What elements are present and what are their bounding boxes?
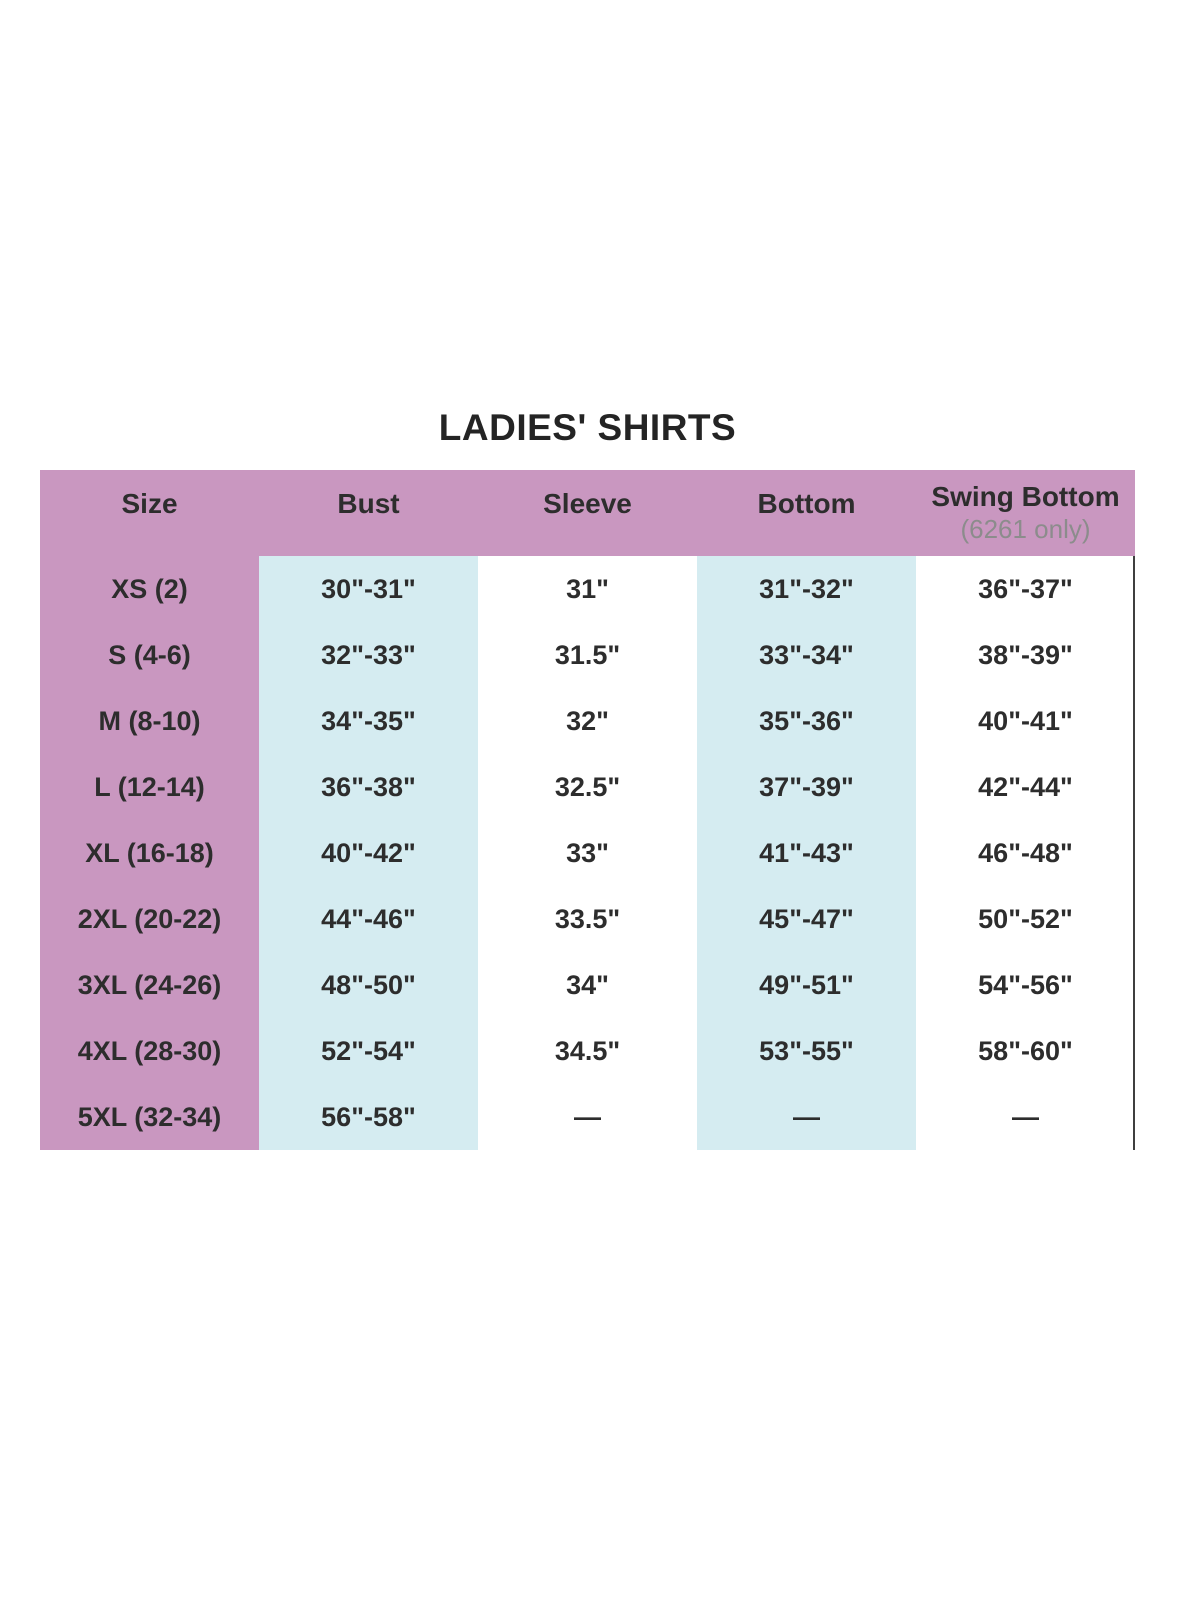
column-header-swing-bottom (916, 470, 1135, 556)
bottom-cell: 41"-43" (697, 820, 916, 886)
size-cell: M (8-10) (40, 688, 259, 754)
column-header-size: Size (121, 488, 178, 519)
size-cell: S (4-6) (40, 622, 259, 688)
column-header-bust: Bust (337, 488, 400, 519)
sleeve-cell: 32.5" (554, 771, 621, 802)
bottom-cell: 45"-47" (697, 886, 916, 952)
sleeve-cell: 33.5" (554, 903, 621, 934)
table-row (40, 688, 1135, 754)
bottom-cell: 49"-51" (697, 952, 916, 1018)
bust-cell: 34"-35" (259, 688, 478, 754)
swing-cell: 46"-48" (978, 837, 1073, 868)
bottom-cell: 53"-55" (697, 1018, 916, 1084)
bottom-cell: 37"-39" (697, 754, 916, 820)
size-cell: XL (16-18) (40, 820, 259, 886)
page-title: LADIES' SHIRTS (438, 407, 737, 448)
swing-cell: 58"-60" (978, 1035, 1073, 1066)
sleeve-cell: 31" (566, 573, 609, 604)
swing-cell: 36"-37" (978, 573, 1073, 604)
table-row (40, 1084, 1135, 1150)
bust-cell: 56"-58" (259, 1084, 478, 1150)
size-cell: 3XL (24-26) (40, 952, 259, 1018)
swing-cell: 40"-41" (978, 705, 1073, 736)
table-row (40, 952, 1135, 1018)
table-header-row (40, 470, 1135, 556)
table-row (40, 886, 1135, 952)
swing-cell: 38"-39" (978, 639, 1073, 670)
table-row (40, 622, 1135, 688)
bust-cell: 48"-50" (259, 952, 478, 1018)
bottom-cell: 35"-36" (697, 688, 916, 754)
bust-cell: 44"-46" (259, 886, 478, 952)
sleeve-cell: 32" (566, 705, 609, 736)
size-cell: XS (2) (40, 556, 259, 622)
swing-cell: 42"-44" (978, 771, 1073, 802)
size-cell: 5XL (32-34) (40, 1084, 259, 1150)
swing-cell: 50"-52" (978, 903, 1073, 934)
size-cell: L (12-14) (40, 754, 259, 820)
swing-cell: — (1012, 1101, 1039, 1132)
bust-cell: 40"-42" (259, 820, 478, 886)
bottom-cell: 33"-34" (697, 622, 916, 688)
column-header-bottom: Bottom (757, 488, 856, 519)
table-row (40, 556, 1135, 622)
bottom-cell: 31"-32" (697, 556, 916, 622)
table-body (40, 556, 1135, 1150)
swing-cell: 54"-56" (978, 969, 1073, 1000)
bottom-cell: — (697, 1084, 916, 1150)
bust-cell: 32"-33" (259, 622, 478, 688)
sleeve-cell: 34.5" (554, 1035, 621, 1066)
sleeve-cell: 33" (566, 837, 609, 868)
bust-cell: 52"-54" (259, 1018, 478, 1084)
size-cell: 2XL (20-22) (40, 886, 259, 952)
table-right-border (1133, 556, 1135, 1150)
column-header-swing-label: Swing Bottom (931, 481, 1120, 512)
bust-cell: 30"-31" (259, 556, 478, 622)
bust-cell: 36"-38" (259, 754, 478, 820)
column-header-swing-note: (6261 only) (960, 514, 1091, 544)
column-header-sleeve: Sleeve (543, 488, 632, 519)
size-cell: 4XL (28-30) (40, 1018, 259, 1084)
sleeve-cell: — (574, 1101, 601, 1132)
sleeve-cell: 31.5" (554, 639, 621, 670)
table-row (40, 820, 1135, 886)
size-chart-table (40, 470, 1135, 1150)
sleeve-cell: 34" (566, 969, 609, 1000)
table-row (40, 754, 1135, 820)
table-row (40, 1018, 1135, 1084)
